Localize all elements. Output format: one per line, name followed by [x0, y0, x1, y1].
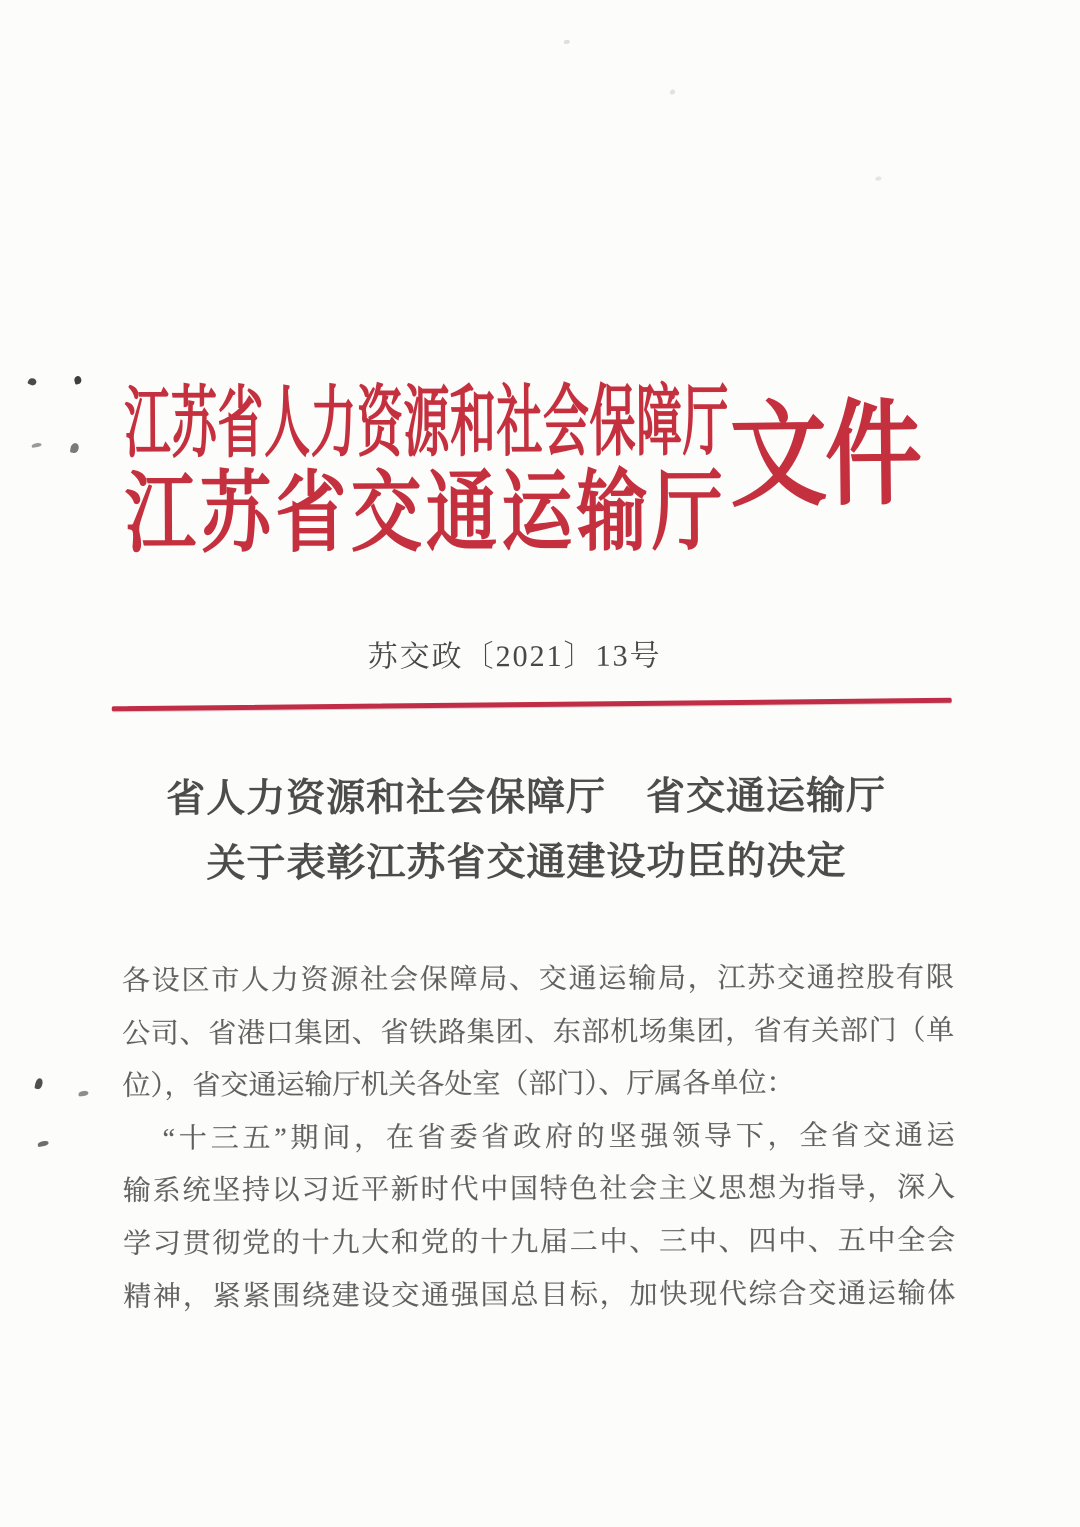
letterhead	[0, 0, 1077, 565]
body-line: 精神，紧紧围绕建设交通强国总目标，加快现代综合交通运输体	[123, 1277, 956, 1313]
scan-speck	[70, 442, 80, 453]
scan-speck	[73, 375, 82, 385]
issuing-org-line-1: 江苏省人力资源和社会保障厅	[124, 378, 729, 468]
scan-speck	[34, 1078, 43, 1090]
body-line: 学习贯彻党的十九大和党的十九届二中、三中、四中、五中全会	[123, 1225, 956, 1260]
body-line: 各设区市人力资源社会保障局、交通运输局，江苏交通控股有限	[121, 962, 955, 997]
body-text	[122, 952, 956, 1324]
scan-speck	[670, 89, 675, 94]
red-separator-rule	[112, 698, 952, 712]
body-line: 位），省交通运输厅机关各处室（部门）、厅属各单位：	[122, 1068, 795, 1103]
title-line-1: 省人力资源和社会保障厅 省交通运输厅	[166, 774, 887, 821]
scan-speck	[564, 40, 570, 44]
scan-speck	[875, 177, 881, 181]
scan-speck	[78, 1090, 88, 1096]
doc-type-label: 文件	[729, 391, 921, 521]
title-line-2: 关于表彰江苏省交通建设功臣的决定	[206, 839, 847, 886]
body-line: 公司、省港口集团、省铁路集团、东部机场集团，省有关部门（单	[122, 1014, 955, 1050]
document-title	[0, 763, 1053, 898]
body-line: “十三五”期间，在省委省政府的坚强领导下，全省交通运	[162, 1119, 955, 1155]
scan-speck	[27, 377, 37, 387]
body-line: 输系统坚持以习近平新时代中国特色社会主义思想为指导，深入	[122, 1172, 955, 1208]
issuing-org-line-2: 江苏省交通运输厅	[124, 464, 724, 565]
document-number: 苏交政〔2021〕13号	[367, 639, 662, 674]
scan-speck	[37, 1140, 49, 1147]
scan-speck	[31, 442, 41, 447]
